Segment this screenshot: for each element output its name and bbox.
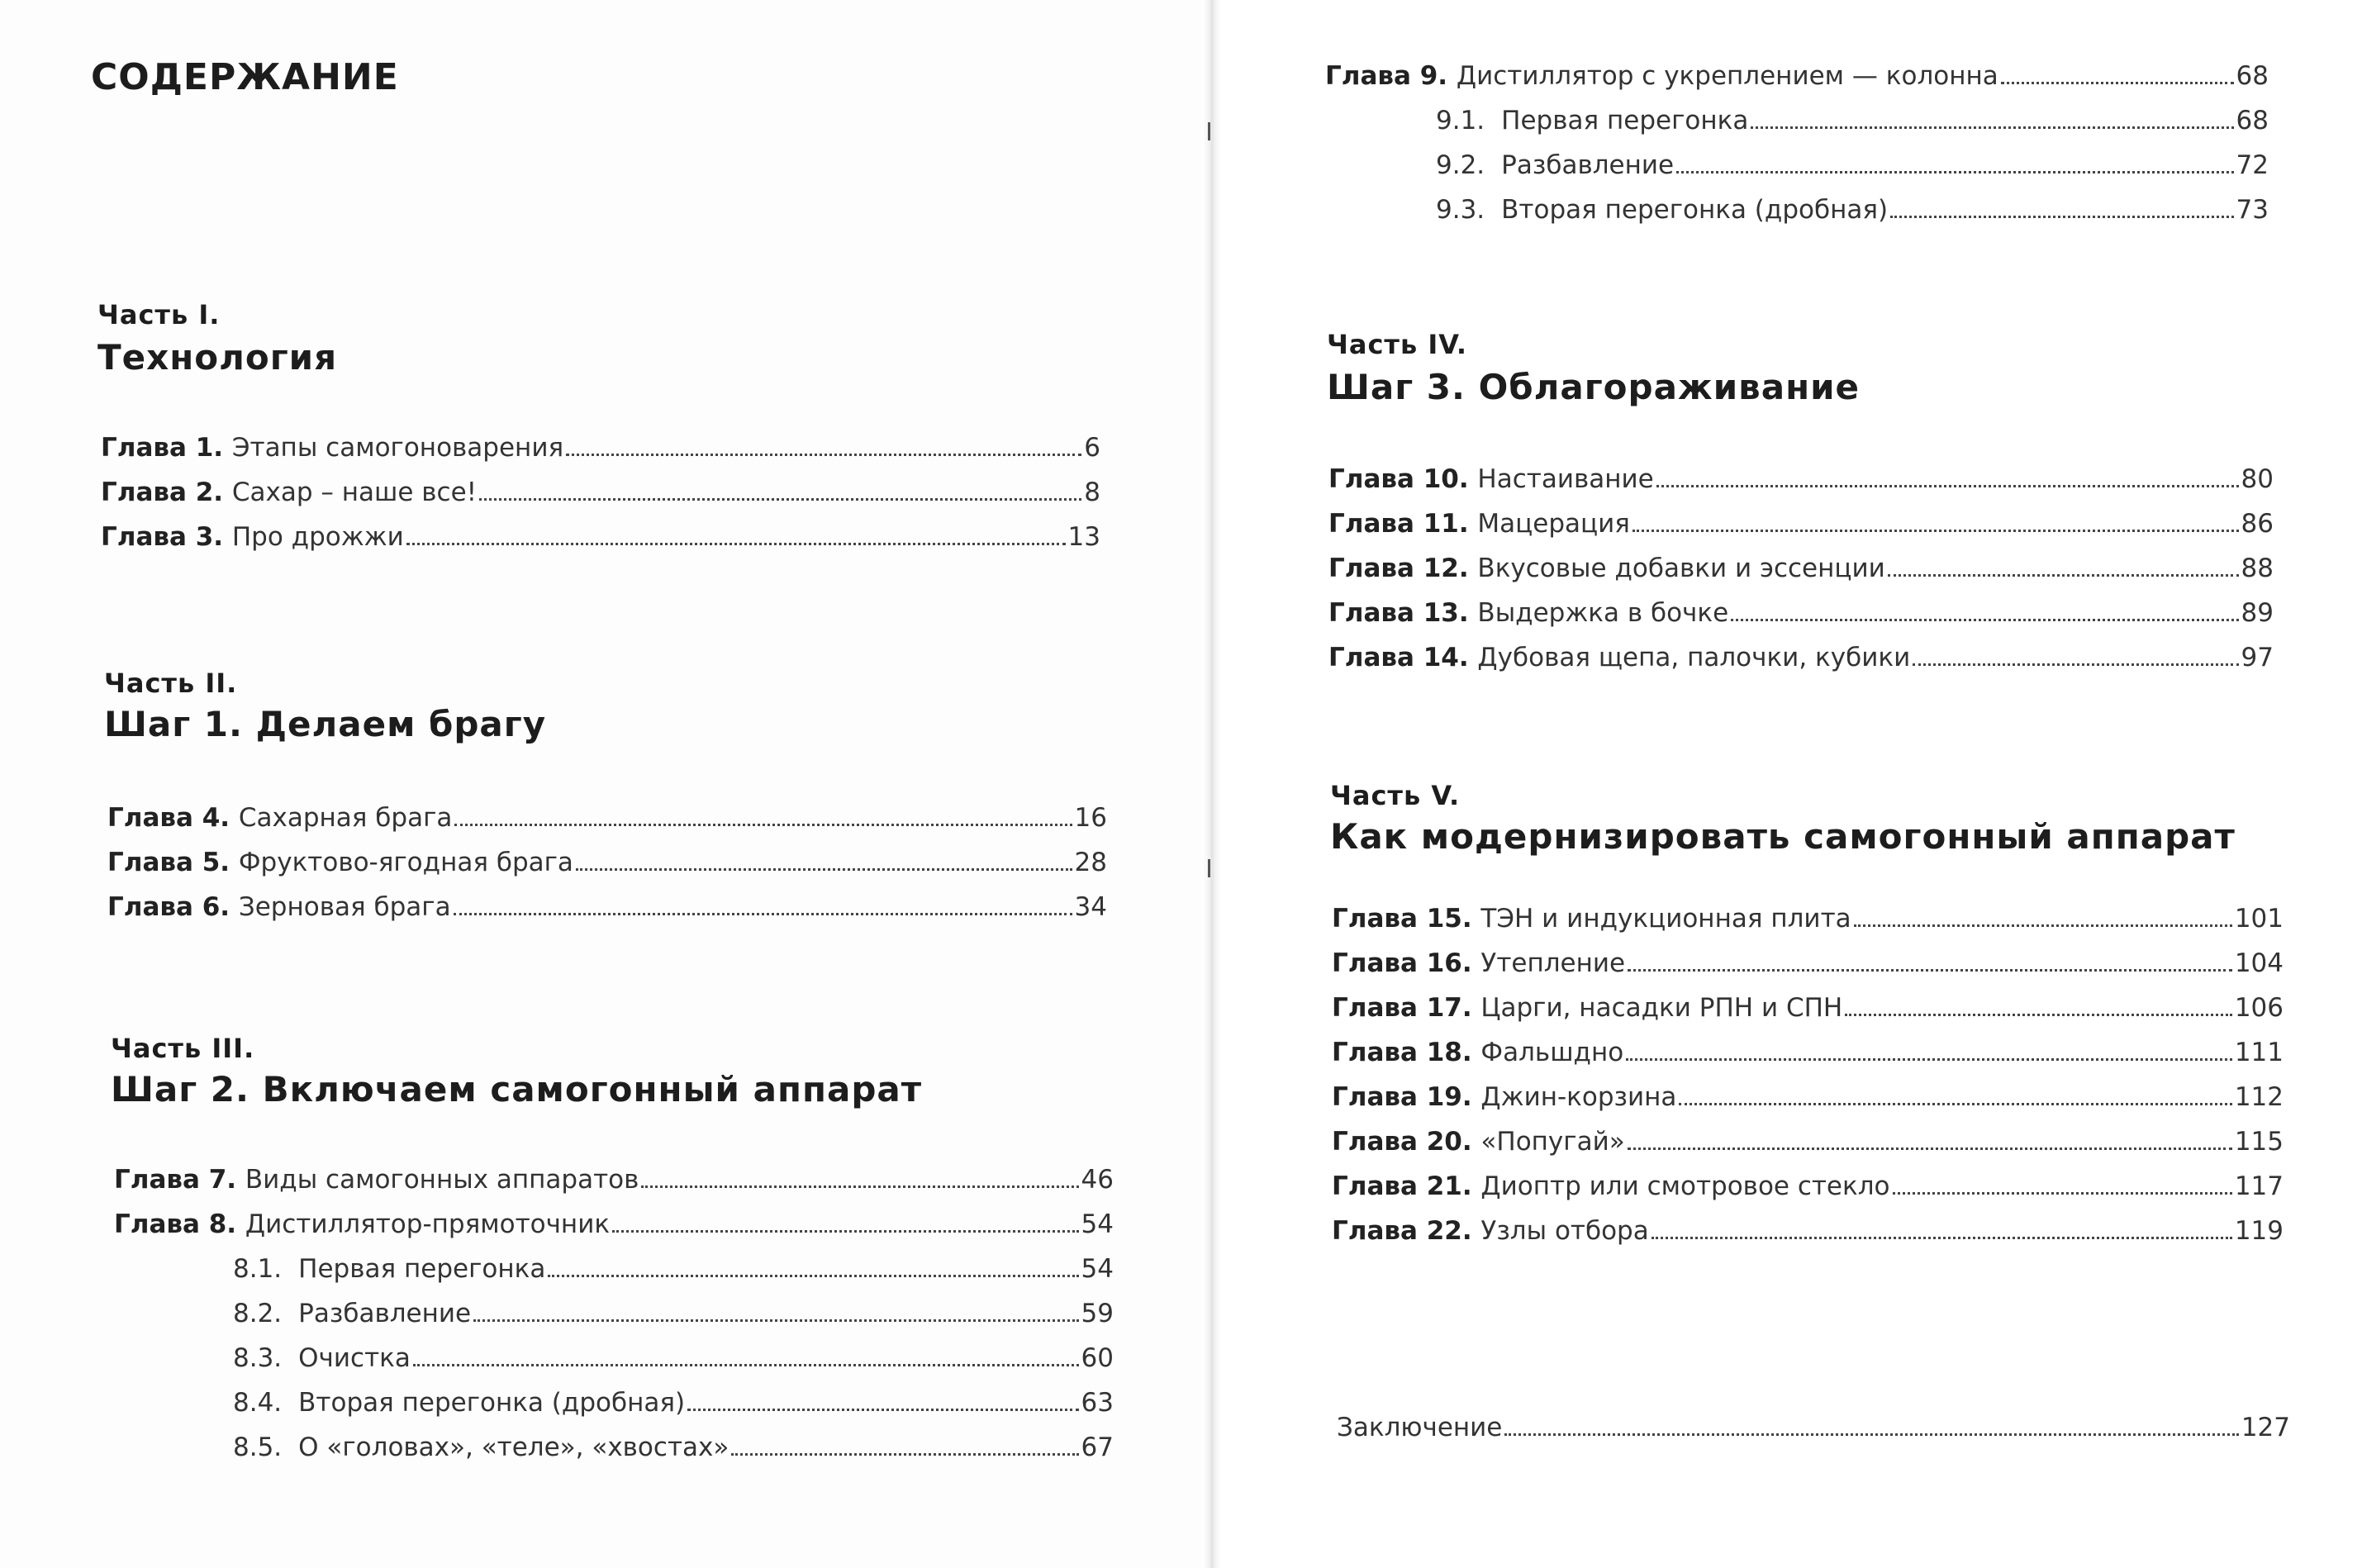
page-number: 68 bbox=[2236, 61, 2269, 91]
leader-dots bbox=[1628, 969, 2232, 972]
toc-entry-section-9-3[interactable] bbox=[1436, 193, 2269, 226]
leader-dots bbox=[1751, 126, 2233, 129]
chapter-label: Глава 8. bbox=[114, 1209, 245, 1239]
chapter-label: Глава 21. bbox=[1332, 1171, 1481, 1201]
toc-entry-chapter-2[interactable] bbox=[101, 476, 1100, 509]
chapter-label: Глава 17. bbox=[1332, 993, 1481, 1023]
toc-entry-section-8-3[interactable] bbox=[233, 1342, 1114, 1375]
toc-entry-chapter-14[interactable] bbox=[1328, 641, 2274, 674]
page-number: 72 bbox=[2236, 150, 2269, 180]
chapter-label: Глава 22. bbox=[1332, 1216, 1481, 1246]
chapter-label: Глава 5. bbox=[107, 848, 239, 877]
toc-entry-chapter-22[interactable] bbox=[1332, 1214, 2284, 1247]
contents-title: СОДЕРЖАНИЕ bbox=[91, 56, 399, 98]
section-number: 9.2. bbox=[1436, 150, 1485, 180]
chapter-label: Глава 11. bbox=[1328, 509, 1478, 539]
page-number: 8 bbox=[1084, 478, 1100, 507]
chapter-title: Узлы отбора bbox=[1480, 1216, 1649, 1246]
leader-dots bbox=[1913, 663, 2238, 666]
leader-dots bbox=[1626, 1058, 2232, 1061]
toc-entry-section-8-5[interactable] bbox=[233, 1431, 1114, 1464]
section-title: Разбавление bbox=[1501, 150, 1675, 180]
chapter-label: Глава 3. bbox=[101, 522, 232, 552]
chapter-title: Виды самогонных аппаратов bbox=[245, 1165, 639, 1195]
toc-entry-chapter-13[interactable] bbox=[1328, 596, 2274, 630]
page-number: 106 bbox=[2234, 993, 2284, 1023]
toc-entry-chapter-20[interactable] bbox=[1332, 1125, 2284, 1158]
toc-entry-chapter-9[interactable] bbox=[1325, 59, 2269, 93]
page-number: 67 bbox=[1081, 1433, 1114, 1462]
page-number: 60 bbox=[1081, 1343, 1114, 1373]
chapter-label: Глава 15. bbox=[1332, 904, 1481, 934]
part-1-label: Часть I. bbox=[97, 299, 221, 330]
toc-entry-chapter-3[interactable] bbox=[101, 520, 1100, 554]
chapter-label: Глава 14. bbox=[1328, 643, 1478, 672]
section-number: 8.2. bbox=[233, 1299, 283, 1328]
toc-entry-chapter-16[interactable] bbox=[1332, 947, 2284, 980]
leader-dots bbox=[406, 543, 1066, 545]
chapter-title: Этапы самогоноварения bbox=[231, 433, 564, 463]
chapter-title: «Попугай» bbox=[1480, 1127, 1625, 1157]
page-number: 16 bbox=[1074, 803, 1107, 833]
conclusion-title: Заключение bbox=[1337, 1413, 1503, 1442]
page-number: 89 bbox=[2241, 598, 2274, 628]
leader-dots bbox=[1893, 1192, 2232, 1195]
leader-dots bbox=[1845, 1014, 2232, 1016]
toc-entry-section-9-2[interactable] bbox=[1436, 149, 2269, 182]
section-number: 9.1. bbox=[1436, 106, 1485, 135]
chapter-label: Глава 19. bbox=[1332, 1082, 1481, 1112]
chapter-title: Вкусовые добавки и эссенции bbox=[1477, 554, 1885, 583]
toc-entry-chapter-5[interactable] bbox=[107, 846, 1107, 879]
section-number: 8.5. bbox=[233, 1433, 283, 1462]
leader-dots bbox=[548, 1275, 1078, 1277]
section-title: Вторая перегонка (дробная) bbox=[1501, 195, 1889, 225]
section-title: Первая перегонка bbox=[1501, 106, 1749, 135]
leader-dots bbox=[566, 454, 1081, 456]
toc-entry-chapter-21[interactable] bbox=[1332, 1170, 2284, 1203]
section-title: Первая перегонка bbox=[298, 1254, 546, 1284]
leader-dots bbox=[1504, 1433, 2238, 1436]
page-number: 101 bbox=[2234, 904, 2284, 934]
leader-dots bbox=[731, 1453, 1078, 1456]
page-number: 117 bbox=[2234, 1171, 2284, 1201]
chapter-label: Глава 16. bbox=[1332, 948, 1481, 978]
chapter-label: Глава 10. bbox=[1328, 464, 1478, 494]
page-number: 88 bbox=[2241, 554, 2274, 583]
toc-entry-section-9-1[interactable] bbox=[1436, 104, 2269, 137]
toc-entry-chapter-7[interactable] bbox=[114, 1163, 1114, 1196]
part-4-label: Часть IV. bbox=[1327, 329, 1468, 360]
chapter-title: Дистиллятор-прямоточник bbox=[245, 1209, 611, 1239]
leader-dots bbox=[1888, 574, 2239, 577]
toc-entry-chapter-11[interactable] bbox=[1328, 507, 2274, 540]
chapter-title: Дубовая щепа, палочки, кубики bbox=[1477, 643, 1911, 672]
page-number: 54 bbox=[1081, 1209, 1114, 1239]
spine-mark bbox=[1208, 122, 1210, 140]
chapter-label: Глава 7. bbox=[114, 1165, 245, 1195]
page-number: 127 bbox=[2241, 1413, 2290, 1442]
chapter-label: Глава 20. bbox=[1332, 1127, 1481, 1157]
part-2-title: Шаг 1. Делаем брагу bbox=[104, 704, 547, 744]
page-number: 111 bbox=[2234, 1038, 2284, 1067]
chapter-label: Глава 12. bbox=[1328, 554, 1478, 583]
section-number: 9.3. bbox=[1436, 195, 1485, 225]
leader-dots bbox=[479, 498, 1081, 501]
toc-entry-section-8-4[interactable] bbox=[233, 1386, 1114, 1419]
section-title: Вторая перегонка (дробная) bbox=[298, 1388, 686, 1418]
chapter-title: Про дрожжи bbox=[231, 522, 404, 552]
leader-dots bbox=[1651, 1237, 2232, 1239]
chapter-title: Настаивание bbox=[1477, 464, 1654, 494]
page-number: 6 bbox=[1084, 433, 1100, 463]
chapter-title: Диоптр или смотровое стекло bbox=[1480, 1171, 1890, 1201]
toc-entry-chapter-17[interactable] bbox=[1332, 991, 2284, 1024]
section-title: О «головах», «теле», «хвостах» bbox=[298, 1433, 730, 1462]
leader-dots bbox=[473, 1319, 1078, 1322]
part-3-title: Шаг 2. Включаем самогонный аппарат bbox=[111, 1069, 923, 1109]
toc-entry-chapter-19[interactable] bbox=[1332, 1081, 2284, 1114]
toc-entry-conclusion[interactable] bbox=[1337, 1411, 2290, 1444]
page-number: 28 bbox=[1074, 848, 1107, 877]
chapter-title: Сахарная брага bbox=[238, 803, 453, 833]
toc-entry-chapter-10[interactable] bbox=[1328, 463, 2274, 496]
leader-dots bbox=[576, 868, 1072, 871]
part-5-label: Часть V. bbox=[1330, 780, 1461, 811]
section-number: 8.4. bbox=[233, 1388, 283, 1418]
chapter-title: Утепление bbox=[1480, 948, 1626, 978]
toc-entry-chapter-12[interactable] bbox=[1328, 552, 2274, 585]
page-number: 46 bbox=[1081, 1165, 1114, 1195]
leader-dots bbox=[1679, 1103, 2231, 1105]
chapter-label: Глава 13. bbox=[1328, 598, 1478, 628]
leader-dots bbox=[1854, 924, 2232, 927]
page-number: 119 bbox=[2234, 1216, 2284, 1246]
part-1-title: Технология bbox=[97, 337, 338, 378]
toc-entry-chapter-15[interactable] bbox=[1332, 902, 2284, 935]
part-2-label: Часть II. bbox=[104, 668, 238, 699]
section-title: Разбавление bbox=[298, 1299, 472, 1328]
leader-dots bbox=[687, 1409, 1078, 1411]
chapter-label: Глава 2. bbox=[101, 478, 232, 507]
chapter-title: Царги, насадки РПН и СПН bbox=[1480, 993, 1843, 1023]
leader-dots bbox=[1731, 619, 2238, 621]
toc-entry-chapter-18[interactable] bbox=[1332, 1036, 2284, 1069]
toc-entry-chapter-8[interactable] bbox=[114, 1208, 1114, 1241]
toc-entry-chapter-4[interactable] bbox=[107, 801, 1107, 834]
page-number: 13 bbox=[1067, 522, 1100, 552]
chapter-label: Глава 1. bbox=[101, 433, 232, 463]
toc-entry-section-8-1[interactable] bbox=[233, 1252, 1114, 1285]
page-number: 115 bbox=[2234, 1127, 2284, 1157]
page-number: 63 bbox=[1081, 1388, 1114, 1418]
chapter-title: Фруктово-ягодная брага bbox=[238, 848, 573, 877]
page-number: 104 bbox=[2234, 948, 2284, 978]
leader-dots bbox=[2001, 82, 2234, 84]
toc-entry-chapter-6[interactable] bbox=[107, 891, 1107, 924]
page-number: 80 bbox=[2241, 464, 2274, 494]
part-5-title: Как модернизировать самогонный аппарат bbox=[1330, 816, 2236, 857]
page-number: 112 bbox=[2234, 1082, 2284, 1112]
chapter-label: Глава 4. bbox=[107, 803, 239, 833]
chapter-title: Дистиллятор с укреплением — колонна bbox=[1456, 61, 1998, 91]
chapter-title: Джин-корзина bbox=[1480, 1082, 1677, 1112]
spine-mark bbox=[1208, 859, 1210, 877]
part-3-label: Часть III. bbox=[111, 1033, 255, 1064]
chapter-title: Зерновая брага bbox=[238, 892, 451, 922]
leader-dots bbox=[1676, 171, 2233, 173]
chapter-label: Глава 18. bbox=[1332, 1038, 1481, 1067]
page-number: 97 bbox=[2241, 643, 2274, 672]
page-number: 86 bbox=[2241, 509, 2274, 539]
toc-entry-section-8-2[interactable] bbox=[233, 1297, 1114, 1330]
chapter-title: Сахар – наше все! bbox=[231, 478, 478, 507]
book-spine bbox=[1203, 0, 1221, 1568]
chapter-label: Глава 6. bbox=[107, 892, 239, 922]
part-4-title: Шаг 3. Облагораживание bbox=[1327, 367, 1861, 407]
section-number: 8.3. bbox=[233, 1343, 283, 1373]
chapter-title: ТЭН и индукционная плита bbox=[1480, 904, 1851, 934]
leader-dots bbox=[1632, 530, 2239, 532]
toc-entry-chapter-1[interactable] bbox=[101, 431, 1100, 464]
section-title: Очистка bbox=[298, 1343, 411, 1373]
page-number: 34 bbox=[1074, 892, 1107, 922]
leader-dots bbox=[1656, 485, 2239, 487]
leader-dots bbox=[454, 913, 1072, 915]
section-number: 8.1. bbox=[233, 1254, 283, 1284]
chapter-label: Глава 9. bbox=[1325, 61, 1457, 91]
page-number: 54 bbox=[1081, 1254, 1114, 1284]
leader-dots bbox=[454, 824, 1072, 826]
leader-dots bbox=[641, 1186, 1078, 1188]
leader-dots bbox=[1628, 1147, 2232, 1150]
chapter-title: Выдержка в бочке bbox=[1477, 598, 1729, 628]
page-number: 73 bbox=[2236, 195, 2269, 225]
leader-dots bbox=[1890, 216, 2233, 218]
leader-dots bbox=[413, 1364, 1079, 1366]
page-number: 59 bbox=[1081, 1299, 1114, 1328]
leader-dots bbox=[612, 1230, 1078, 1233]
page-number: 68 bbox=[2236, 106, 2269, 135]
chapter-title: Фальшдно bbox=[1480, 1038, 1624, 1067]
chapter-title: Мацерация bbox=[1477, 509, 1630, 539]
